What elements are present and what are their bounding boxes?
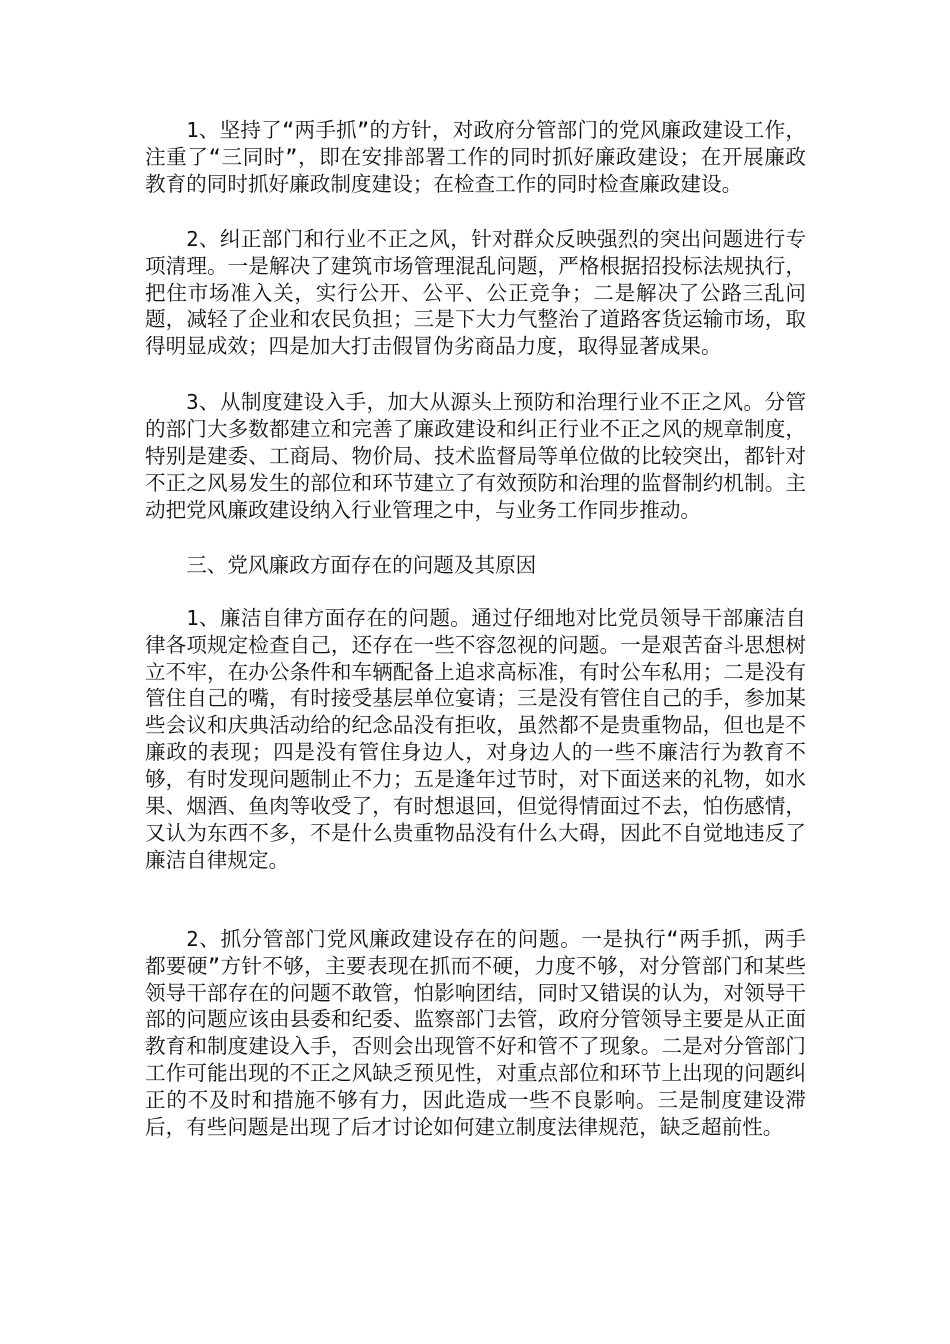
paragraph-4: 1、廉洁自律方面存在的问题。通过仔细地对比党员领导干部廉洁自律各项规定检查自己，还存在一些不容忽视的问题。一是艰苦奋斗思想树立不牢，在办公条件和车辆配备上追求高标准，有时公车私用；二是没有管住自己的嘴，有时接受基层单位宴请；三是没有管住自己的手，参加某些会议和庆典活动给的纪念品没有拒收，虽然都不是贵重物品，但也是不廉政的表现；四是没有管住身边人，对身边人的一些不廉洁行为教育不够，有时发现问题制止不力；五是逢年过节时，对下面送来的礼物，如水果、烟酒、鱼肉等收受了，有时想退回，但觉得情面过不去，怕伤感情，又认为东西不多，不是什么贵重物品没有什么大碍，因此不自觉地违反了廉洁自律规定。 <box>145 605 806 872</box>
section-heading: 三、党风廉政方面存在的问题及其原因 <box>186 552 537 577</box>
paragraph-1: 1、坚持了“两手抓”的方针，对政府分管部门的党风廉政建设工作，注重了“三同时”，即在安排部署工作的同时抓好廉政建设；在开展廉政教育的同时抓好廉政制度建设；在检查工作的同时检查廉政建设。 <box>145 118 806 196</box>
paragraph-5: 2、抓分管部门党风廉政建设存在的问题。一是执行“两手抓，两手都要硬”方针不够，主要表现在抓而不硬，力度不够，对分管部门和某些领导干部存在的问题不敢管，怕影响团结，同时又错误的认为，对领导干部的问题应该由县委和纪委、监察部门去管，政府分管领导主要是从正面教育和制度建设入手，否则会出现管不好和管不了现象。二是对分管部门工作可能出现的不正之风缺乏预见性，对重点部位和环节上出现的问题纠正的不及时和措施不够有力，因此造成一些不良影响。三是制度建设滞后，有些问题是出现了后才讨论如何建立制度法律规范，缺乏超前性。 <box>145 926 806 1140</box>
paragraph-2: 2、纠正部门和行业不正之风，针对群众反映强烈的突出问题进行专项清理。一是解决了建筑市场管理混乱问题，严格根据招投标法规执行，把住市场准入关，实行公开、公平、公正竞争；二是解决了公路三乱问题，减轻了企业和农民负担；三是下大力气整治了道路客货运输市场，取得明显成效；四是加大打击假冒伪劣商品力度，取得显著成果。 <box>145 226 806 359</box>
paragraph-3: 3、从制度建设入手，加大从源头上预防和治理行业不正之风。分管的部门大多数都建立和完善了廉政建设和纠正行业不正之风的规章制度，特别是建委、工商局、物价局、技术监督局等单位做的比较突出，都针对不正之风易发生的部位和环节建立了有效预防和治理的监督制约机制。主动把党风廉政建设纳入行业管理之中，与业务工作同步推动。 <box>145 390 806 522</box>
document-page <box>145 117 806 1141</box>
